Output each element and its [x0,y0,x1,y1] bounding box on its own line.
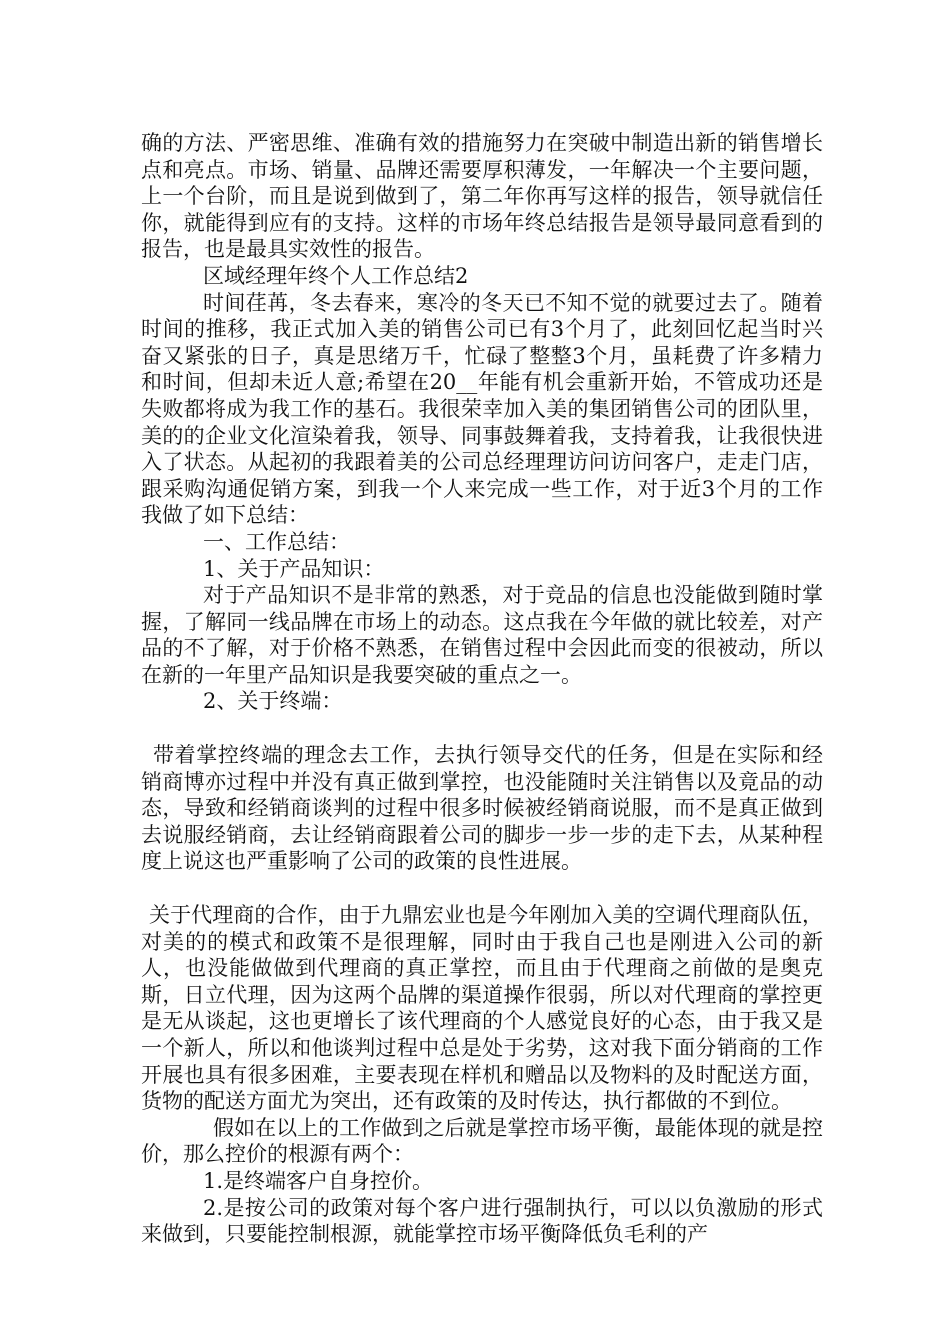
paragraph-price-control: 假如在以上的工作做到之后就是掌控市场平衡，最能体现的就是控价，那么控价的根源有两个： [141,1115,823,1167]
paragraph-product-knowledge: 对于产品知识不是非常的熟悉，对于竞品的信息也没能做到随时掌握，了解同一线品牌在市场上的动态。这点我在今年做的就比较差，对产品的不了解，对于价格不熟悉，在销售过程中会因此而变的很被动，所以在新的一年里产品知识是我要突破的重点之一。 [141,583,823,687]
heading-terminal: 2、关于终端： [203,689,343,714]
paragraph-intro: 确的方法、严密思维、准确有效的措施努力在突破中制造出新的销售增长点和亮点。市场、销量、品牌还需要厚积薄发，一年解决一个主要问题，上一个台阶，而且是说到做到了，第二年你再写这样的报告，领导就信任你，就能得到应有的支持。这样的市场年终总结报告是领导最同意看到的报告，也是最具实效性的报告。 [141,131,823,262]
blank-line [141,715,823,742]
heading-work-summary: 一、工作总结： [203,529,350,554]
list-item-1: 1.是终端客户自身控价。 [203,1168,434,1193]
paragraph-opening: 时间荏苒，冬去春来，寒冷的冬天已不知不觉的就要过去了。随着时间的推移，我正式加入美的销售公司已有3个月了，此刻回忆起当时兴奋又紧张的日子，真是思绪万千，忙碌了整整3个月，虽耗费了许多精力和时间，但却未近人意;希望在20__年能有机会重新开始，不管成功还是失败都将成为我工作的基石。我很荣幸加入美的集团销售公司的团队里，美的的企业文化渲染着我，领导、同事鼓舞着我，支持着我，让我很快进入了状态。从起初的我跟着美的公司总经理理访问访问客户，走走门店，跟采购沟通促销方案，到我一个人来完成一些工作，对于近3个月的工作我做了如下总结： [141,290,823,528]
document-body [141,130,823,1248]
paragraph-terminal: 带着掌控终端的理念去工作，去执行领导交代的任务，但是在实际和经销商博亦过程中并没有真正做到掌控，也没能随时关注销售以及竟品的动态，导致和经销商谈判的过程中很多时候被经销商说服，而不是真正做到去说服经销商，去让经销商跟着公司的脚步一步一步的走下去，从某种程度上说这也严重影响了公司的政策的良性进展。 [141,743,823,874]
list-item-2: 2.是按公司的政策对每个客户进行强制执行，可以以负激励的形式来做到，只要能控制根源，就能掌控市场平衡降低负毛利的产 [141,1195,823,1247]
blank-line [141,875,823,902]
section-title: 区域经理年终个人工作总结2 [203,263,469,288]
paragraph-agent: 关于代理商的合作，由于九鼎宏业也是今年刚加入美的空调代理商队伍，对美的的模式和政策不是很理解，同时由于我自己也是刚进入公司的新人，也没能做做到代理商的真正掌控，而且由于代理商之前做的是奥克斯，日立代理，因为这两个品牌的渠道操作很弱，所以对代理商的掌控更是无从谈起，这也更增长了该代理商的个人感觉良好的心态，由于我又是一个新人，所以和他谈判过程中总是处于劣势，这对我下面分销商的工作开展也具有很多困难，主要表现在样机和赠品以及物料的及时配送方面，货物的配送方面尤为突出，还有政策的及时传达，执行都做的不到位。 [141,903,823,1114]
heading-product-knowledge: 1、关于产品知识： [203,556,385,581]
